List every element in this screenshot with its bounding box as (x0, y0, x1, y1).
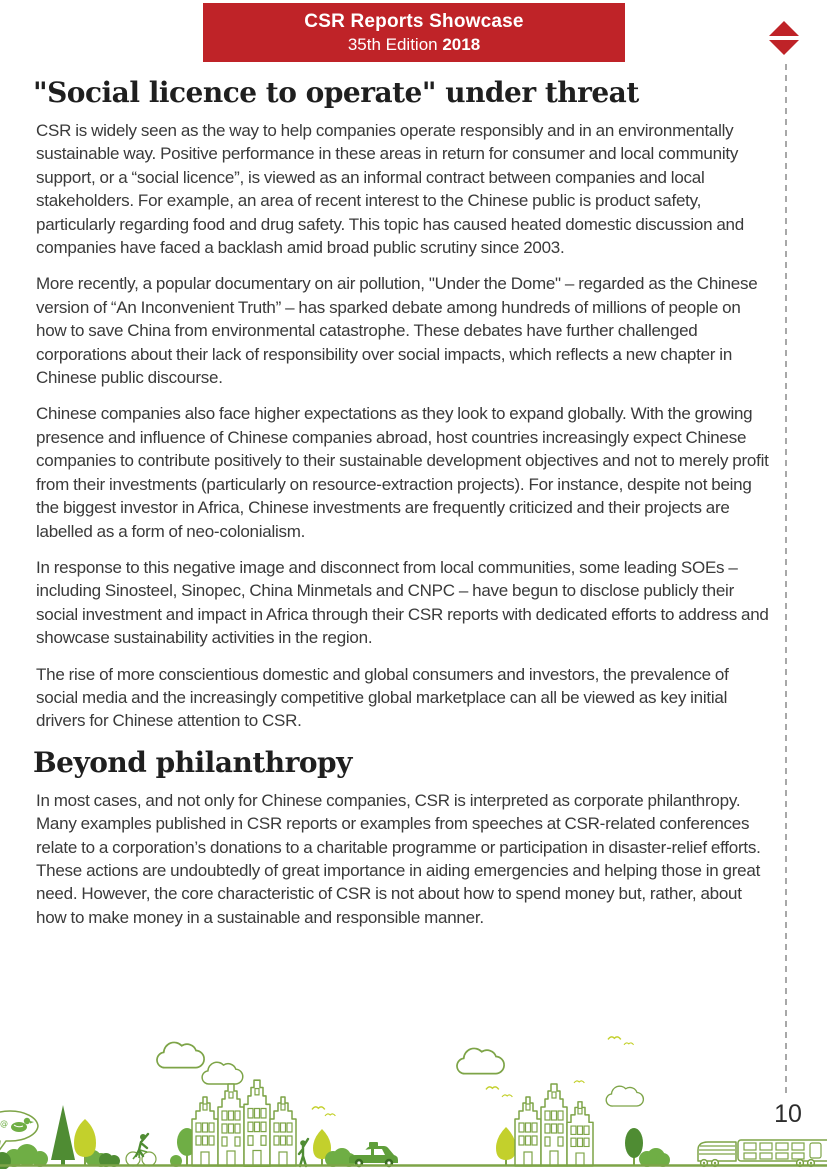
banner-subtitle-text: 35th Edition (347, 34, 443, 54)
nav-diamond-icon[interactable] (769, 21, 799, 55)
triangle-up-icon (769, 21, 799, 36)
banner-subtitle (348, 34, 480, 55)
canal-houses-icon (515, 1084, 593, 1166)
svg-text:@: @ (0, 1119, 8, 1128)
taxi-car-icon (349, 1142, 398, 1167)
paragraph: The rise of more conscientious domestic and global consumers and investors, the prevalence of social media and the increasingly competitive global marketplace can all be viewed as key initial drivers for Chinese attention to CSR. (36, 664, 729, 731)
banner-subtitle-year: 2018 (442, 34, 481, 54)
bush-icon (639, 1148, 670, 1167)
eco-city-illustration (0, 1029, 827, 1169)
paragraph: Chinese companies also face higher expectations as they look to expand globally. With the growing presence and influence of Chinese companies abroad, host countries increasingly expect Chinese companies to contribute positively to their sustainable development objectives and not to merely profit from their investments (particularly on resource-extraction projects). For instance, despite not being the biggest investor in Africa, Chinese investments are frequently criticized and their projects are labelled as a form of neo-colonialism. (36, 404, 769, 541)
pedestrian-icon (299, 1139, 308, 1166)
cloud-icon (606, 1086, 643, 1106)
cyclist-icon (126, 1134, 156, 1166)
tree-icon (496, 1127, 516, 1166)
cloud-icon (457, 1048, 504, 1073)
section-heading-beyond-philanthropy: Beyond philanthropy (33, 745, 352, 779)
banner-title: CSR Reports Showcase (304, 11, 524, 32)
canal-houses-icon (192, 1080, 296, 1166)
paragraph: More recently, a popular documentary on air pollution, "Under the Dome" – regarded as the Chinese version of “An Inconvenient Truth” – has sparked debate among hundreds of millions of people on how to save China from environmental catastrophe. These debates have further challenged corporations about their lack of responsibility over social impacts, which reflects a new chapter in Chinese public discourse. (36, 274, 758, 388)
triangle-down-icon (769, 40, 799, 55)
pine-tree-icon (51, 1105, 75, 1166)
cloud-icon (157, 1042, 204, 1067)
paragraph: In most cases, and not only for Chinese companies, CSR is interpreted as corporate philanthropy. Many examples published in CSR reports or examples from speeches at CSR-related conferences relate to a corporation’s donations to a charitable programme or participation in disaster-relief efforts. These actions are undoubtedly of great importance in aiding emergencies and helping those in great need. However, the core characteristic of CSR is not about how to spend money but, rather, about how to make money in a sustainable and responsible manner. (36, 790, 761, 927)
edition-banner (203, 3, 625, 62)
cloud-icon (202, 1062, 243, 1084)
paragraph: CSR is widely seen as the way to help companies operate responsibly and in an environmentally sustainable way. Positive performance in these areas in return for consumer and local community support, or a “social licence”, is viewed as an informal contract between companies and local stakeholders. For example, an area of recent interest to the Chinese public is product safety, particularly regarding food and drug safety. This topic has caused heated domestic discussion and companies have faced a backlash amid broad public scrutiny since 2003. (36, 121, 744, 258)
page-number: 10 (774, 1100, 802, 1128)
train-icon (698, 1140, 827, 1166)
article (33, 76, 770, 942)
paragraph: In response to this negative image and disconnect from local communities, some leading SOEs – including Sinosteel, Sinopec, China Minmetals and CNPC – have begun to disclose publicly their social investment and impact in Africa through their CSR reports with dedicated efforts to address and showcase sustainability activities in the region. (36, 557, 769, 648)
section-heading-social-licence: "Social licence to operate" under threat (33, 76, 639, 109)
page-edge-dashed-divider (785, 64, 787, 1095)
